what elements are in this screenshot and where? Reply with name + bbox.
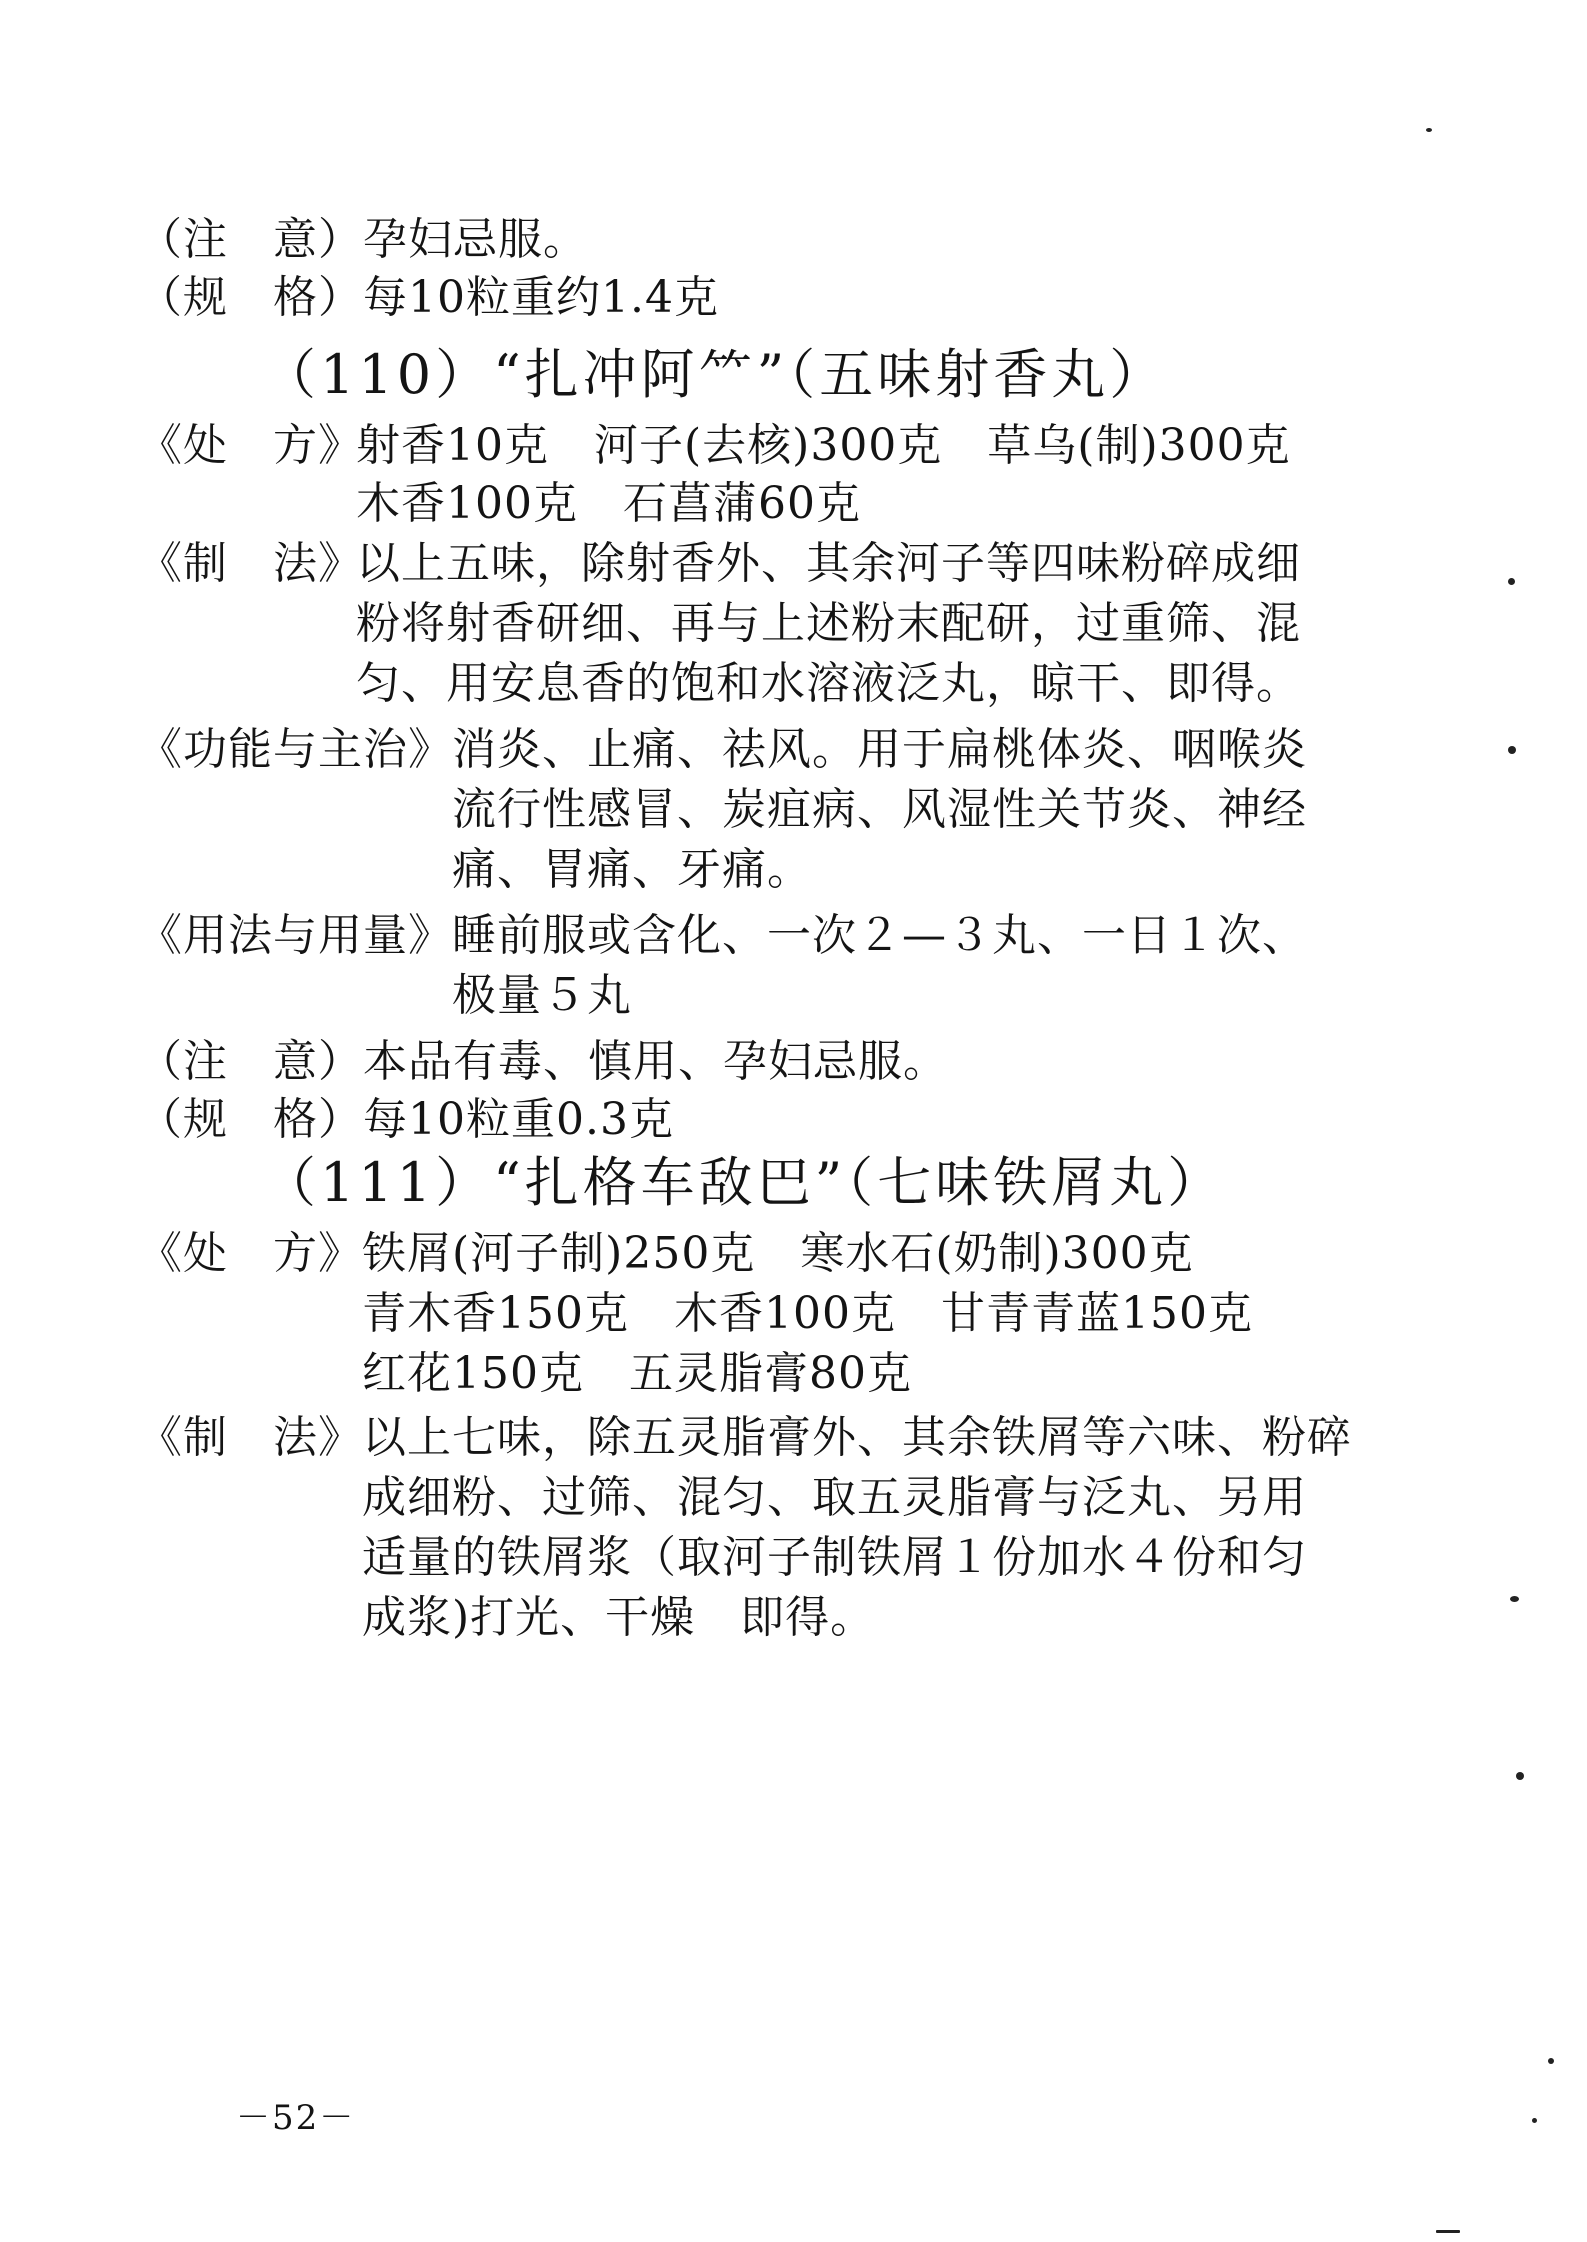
method-line: 适量的铁屑浆（取河子制铁屑１份加水４份和匀 — [362, 1532, 1307, 1583]
usage-label-110: 《用法与用量》 — [138, 910, 453, 961]
method-line: 以上五味，除射香外、其余河子等四味粉碎成细 — [356, 538, 1301, 589]
scan-speck — [1532, 2118, 1537, 2123]
scan-speck — [1548, 2058, 1554, 2064]
method-line: 以上七味，除五灵脂膏外、其余铁屑等六味、粉碎 — [362, 1412, 1352, 1463]
prescription-line: 红花150克 五灵脂膏80克 — [362, 1348, 912, 1399]
function-line: 流行性感冒、炭疽病、风湿性关节炎、神经 — [452, 784, 1307, 835]
page-number: －52－ — [236, 2098, 356, 2138]
prescription-line: 木香100克 石菖蒲60克 — [356, 478, 861, 529]
method-line: 成细粉、过筛、混匀、取五灵脂膏与泛丸、另用 — [362, 1472, 1307, 1523]
prev-spec-line — [138, 270, 719, 326]
prev-spec-label: （规 格） — [138, 272, 363, 323]
prev-caution-text: 孕妇忌服。 — [363, 214, 588, 265]
function-line: 消炎、止痛、祛风。用于扁桃体炎、咽喉炎 — [452, 724, 1307, 775]
method-line: 成浆)打光、干燥 即得。 — [362, 1592, 876, 1643]
scan-speck — [1510, 1596, 1519, 1602]
prescription-label-111: 《处 方》 — [138, 1228, 363, 1279]
prev-spec-text: 每10粒重约1.4克 — [363, 272, 719, 323]
prescription-line: 青木香150克 木香100克 甘青青蓝150克 — [362, 1288, 1253, 1339]
scan-speck — [1436, 2230, 1460, 2233]
method-line: 匀、用安息香的饱和水溶液泛丸，晾干、即得。 — [356, 658, 1301, 709]
spec-line-110 — [138, 1092, 674, 1148]
method-line: 粉将射香研细、再与上述粉末配研，过重筛、混 — [356, 598, 1301, 649]
prev-caution-line — [138, 212, 588, 268]
scan-speck — [1508, 746, 1516, 754]
spec-text: 每10粒重0.3克 — [363, 1094, 674, 1145]
prescription-line: 铁屑(河子制)250克 寒水石(奶制)300克 — [362, 1228, 1194, 1279]
method-label-111: 《制 法》 — [138, 1412, 363, 1463]
method-label-110: 《制 法》 — [138, 538, 363, 589]
usage-line: 极量５丸 — [452, 970, 632, 1021]
usage-line: 睡前服或含化、一次２—３丸、一日１次、 — [452, 910, 1307, 961]
prev-caution-label: （注 意） — [138, 214, 363, 265]
spec-label: （规 格） — [138, 1094, 363, 1145]
caution-label: （注 意） — [138, 1036, 363, 1087]
entry-heading-111: （111）“扎格车敌巴”（七味铁屑丸） — [262, 1151, 1226, 1214]
prescription-line: 射香10克 河子(去核)300克 草乌(制)300克 — [356, 420, 1291, 471]
function-line: 痛、胃痛、牙痛。 — [452, 844, 812, 895]
prescription-label-110: 《处 方》 — [138, 420, 363, 471]
entry-heading-110: （110）“扎冲阿⺮”（五味射香丸） — [262, 343, 1168, 406]
function-label-110: 《功能与主治》 — [138, 724, 453, 775]
scan-speck — [1426, 128, 1432, 132]
scan-speck — [1516, 1772, 1524, 1780]
caution-line-110 — [138, 1034, 948, 1090]
caution-text: 本品有毒、慎用、孕妇忌服。 — [363, 1036, 948, 1087]
scan-speck — [1508, 578, 1515, 585]
